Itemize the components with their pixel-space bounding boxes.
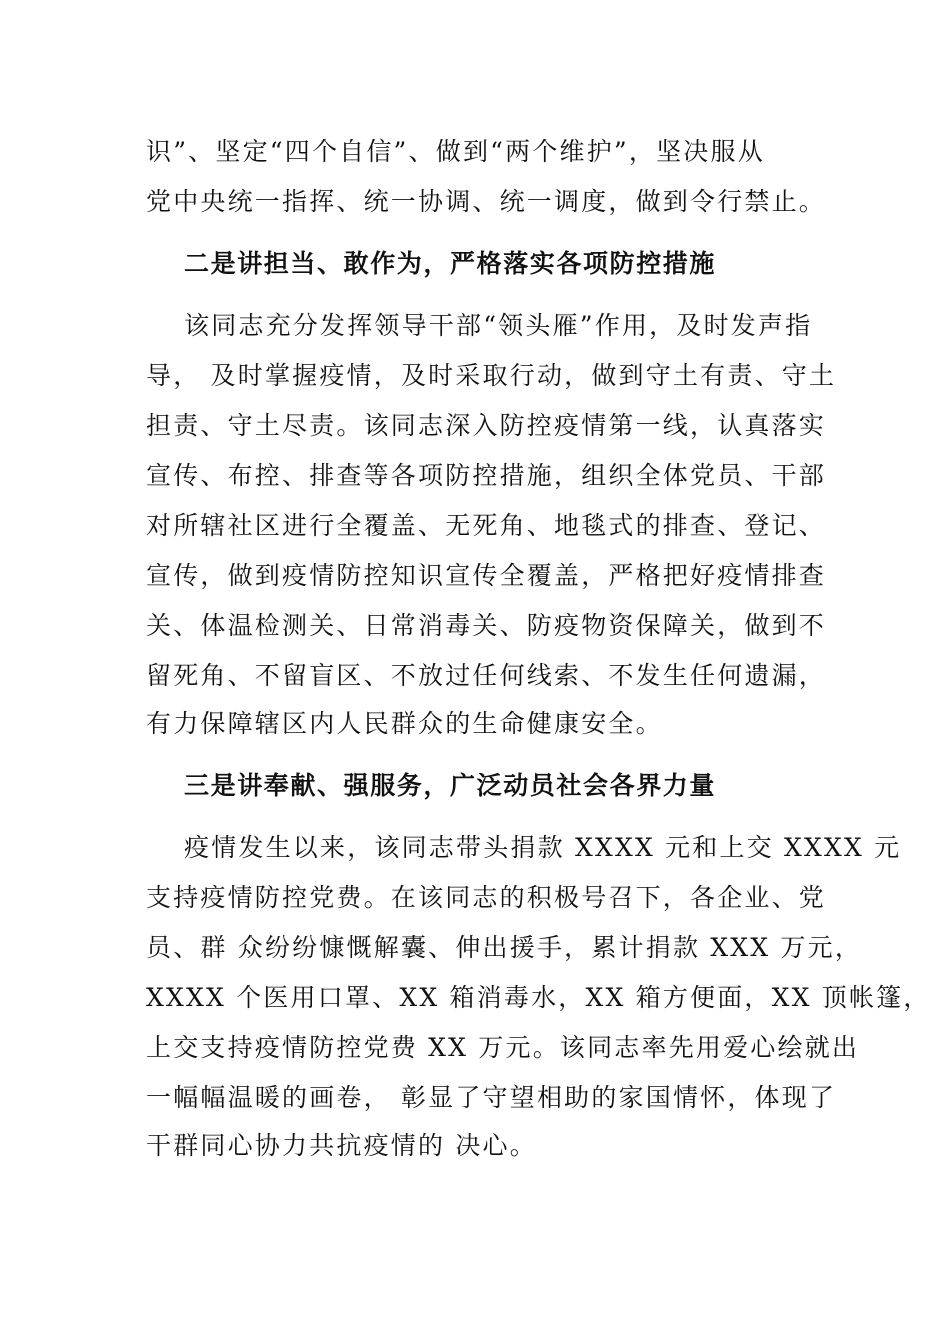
paragraph-2-line-2: 导， 及时掌握疫情，及时采取行动，做到守土有责、守土 — [146, 361, 837, 390]
paragraph-3-line-2: 支持疫情防控党费。在该同志的积极号召下，各企业、党 — [146, 883, 827, 912]
paragraph-3-line-6: 一幅幅温暖的画卷， 彰显了守望相助的家国情怀，体现了 — [146, 1083, 837, 1112]
paragraph-1-line-1: 识”、坚定“四个自信”、做到“两个维护”，坚决服从 — [146, 137, 765, 166]
paragraph-2-line-3: 担责、守土尽责。该同志深入防控疫情第一线，认真落实 — [146, 411, 827, 440]
paragraph-2-line-9: 有力保障辖区内人民群众的生命健康安全。 — [146, 709, 663, 738]
section-heading-2: 二是讲担当、敢作为，严格落实各项防控措施 — [184, 249, 717, 278]
paragraph-2-line-1: 该同志充分发挥领导干部“领头雁”作用，及时发声指 — [184, 311, 813, 340]
paragraph-2-line-4: 宣传、布控、排查等各项防控措施，组织全体党员、干部 — [146, 461, 827, 490]
section-heading-3: 三是讲奉献、强服务，广泛动员社会各界力量 — [184, 771, 717, 800]
paragraph-3-line-7: 干群同心协力共抗疫情的 决心。 — [146, 1131, 537, 1160]
paragraph-2-line-7: 关、体温检测关、日常消毒关、防疫物资保障关，做到不 — [146, 611, 827, 640]
paragraph-2-line-5: 对所辖社区进行全覆盖、无死角、地毯式的排查、登记、 — [146, 511, 827, 540]
paragraph-2-line-8: 留死角、不留盲区、不放过任何线索、不发生任何遗漏， — [146, 661, 827, 690]
paragraph-3-line-5: 上交支持疫情防控党费 XX 万元。该同志率先用爱心绘就出 — [146, 1033, 860, 1062]
paragraph-3-line-3: 员、群 众纷纷慷慨解囊、伸出援手，累计捐款 XXX 万元， — [146, 933, 863, 962]
paragraph-2-line-6: 宣传，做到疫情防控知识宣传全覆盖，严格把好疫情排查 — [146, 561, 827, 590]
paragraph-3-line-1: 疫情发生以来，该同志带头捐款 XXXX 元和上交 XXXX 元 — [184, 833, 902, 862]
paragraph-3-line-4: XXXX 个医用口罩、XX 箱消毒水，XX 箱方便面，XX 顶帐篷， — [146, 983, 931, 1012]
paragraph-1-line-2: 党中央统一指挥、统一协调、统一调度，做到令行禁止。 — [146, 187, 827, 216]
